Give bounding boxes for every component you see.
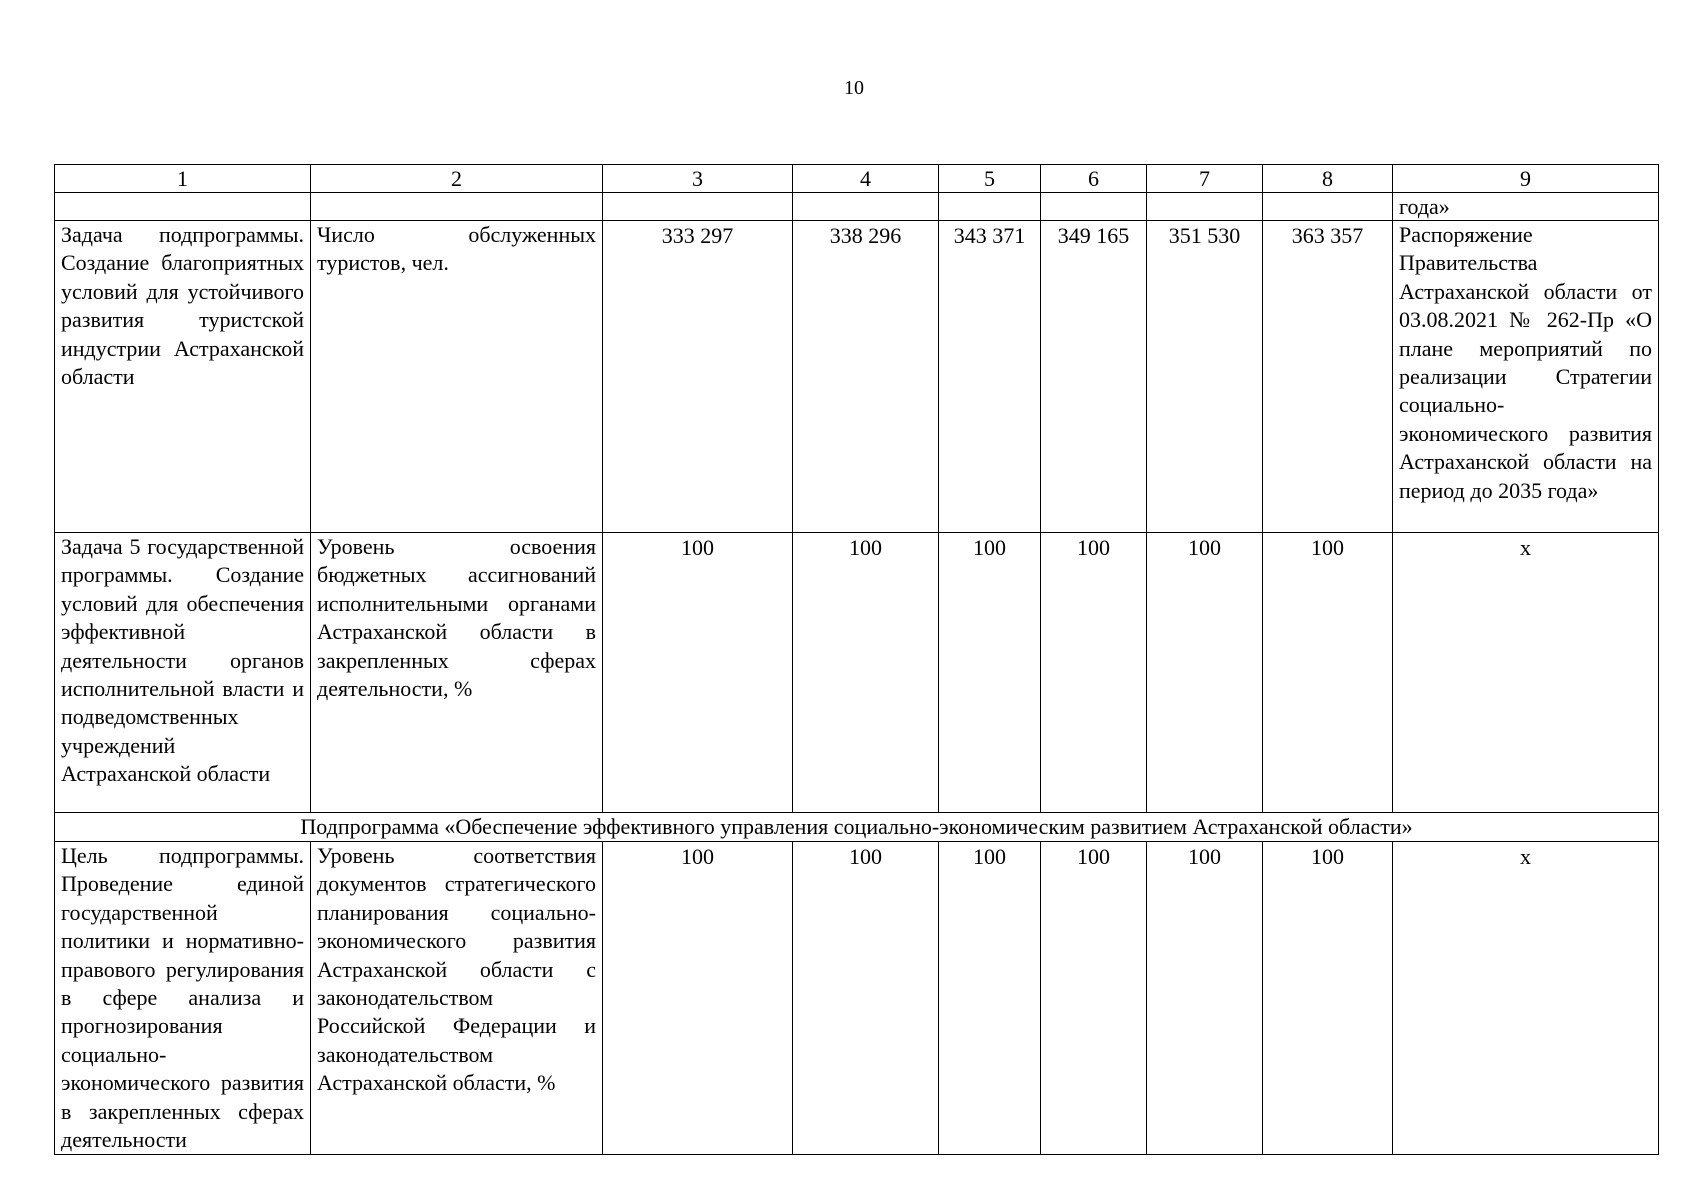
empty-cell <box>311 193 603 221</box>
header-cell: 6 <box>1041 165 1147 193</box>
value-cell: 363 357 <box>1263 221 1393 533</box>
value-cell: 333 297 <box>603 221 793 533</box>
value-cell: 100 <box>793 842 939 1155</box>
indicators-table <box>54 164 1659 1155</box>
table-row <box>55 533 1659 813</box>
table-row <box>55 221 1659 533</box>
source-cell: x <box>1393 533 1659 813</box>
table-row <box>55 842 1659 1155</box>
empty-cell <box>1147 193 1263 221</box>
empty-cell <box>1041 193 1147 221</box>
header-cell: 4 <box>793 165 939 193</box>
indicator-cell: Уровень соответствия документов стратегического планирования социально-экономического развития Астраханской области с законодательством Российской Федерации и законодательством Астраханской области, % <box>311 842 603 1155</box>
value-cell: 100 <box>939 842 1041 1155</box>
value-cell: 100 <box>1041 533 1147 813</box>
task-cell: Задача 5 государственной программы. Создание условий для обеспечения эффективной деятельности органов исполнительной власти и подведомственных учреждений Астраханской области <box>55 533 311 813</box>
value-cell: 100 <box>1263 533 1393 813</box>
value-cell: 100 <box>1147 842 1263 1155</box>
subprogram-row <box>55 813 1659 842</box>
indicator-cell: Число обслуженных туристов, чел. <box>311 221 603 533</box>
value-cell: 349 165 <box>1041 221 1147 533</box>
continuation-text: года» <box>1393 193 1659 221</box>
task-cell: Цель подпрограммы. Проведение единой государственной политики и нормативно-правового регулирования в сфере анализа и прогнозирования социально-экономического развития в закрепленных сферах деятельности <box>55 842 311 1155</box>
value-cell: 100 <box>939 533 1041 813</box>
header-cell: 7 <box>1147 165 1263 193</box>
indicator-cell: Уровень освоения бюджетных ассигнований исполнительными органами Астраханской области в закрепленных сферах деятельности, % <box>311 533 603 813</box>
source-cell: x <box>1393 842 1659 1155</box>
header-cell: 3 <box>603 165 793 193</box>
empty-cell <box>793 193 939 221</box>
continuation-row <box>55 193 1659 221</box>
value-cell: 100 <box>1041 842 1147 1155</box>
header-cell: 8 <box>1263 165 1393 193</box>
value-cell: 100 <box>603 842 793 1155</box>
header-cell: 9 <box>1393 165 1659 193</box>
empty-cell <box>1263 193 1393 221</box>
value-cell: 100 <box>793 533 939 813</box>
table-header-row <box>55 165 1659 193</box>
value-cell: 351 530 <box>1147 221 1263 533</box>
header-cell: 2 <box>311 165 603 193</box>
source-cell: Распоряжение Правительства Астраханской области от 03.08.2021 № 262-Пр «О плане мероприятий по реализации Стратегии социально-экономического развития Астраханской области на период до 2035 года» <box>1393 221 1659 533</box>
task-cell: Задача подпрограммы. Создание благоприятных условий для устойчивого развития туристской индустрии Астраханской области <box>55 221 311 533</box>
header-cell: 1 <box>55 165 311 193</box>
page-number: 10 <box>844 77 864 99</box>
header-cell: 5 <box>939 165 1041 193</box>
value-cell: 338 296 <box>793 221 939 533</box>
empty-cell <box>603 193 793 221</box>
empty-cell <box>55 193 311 221</box>
value-cell: 100 <box>603 533 793 813</box>
subprogram-title: Подпрограмма «Обеспечение эффективного управления социально-экономическим развитием Астраханской области» <box>55 813 1659 842</box>
value-cell: 100 <box>1263 842 1393 1155</box>
empty-cell <box>939 193 1041 221</box>
value-cell: 343 371 <box>939 221 1041 533</box>
value-cell: 100 <box>1147 533 1263 813</box>
